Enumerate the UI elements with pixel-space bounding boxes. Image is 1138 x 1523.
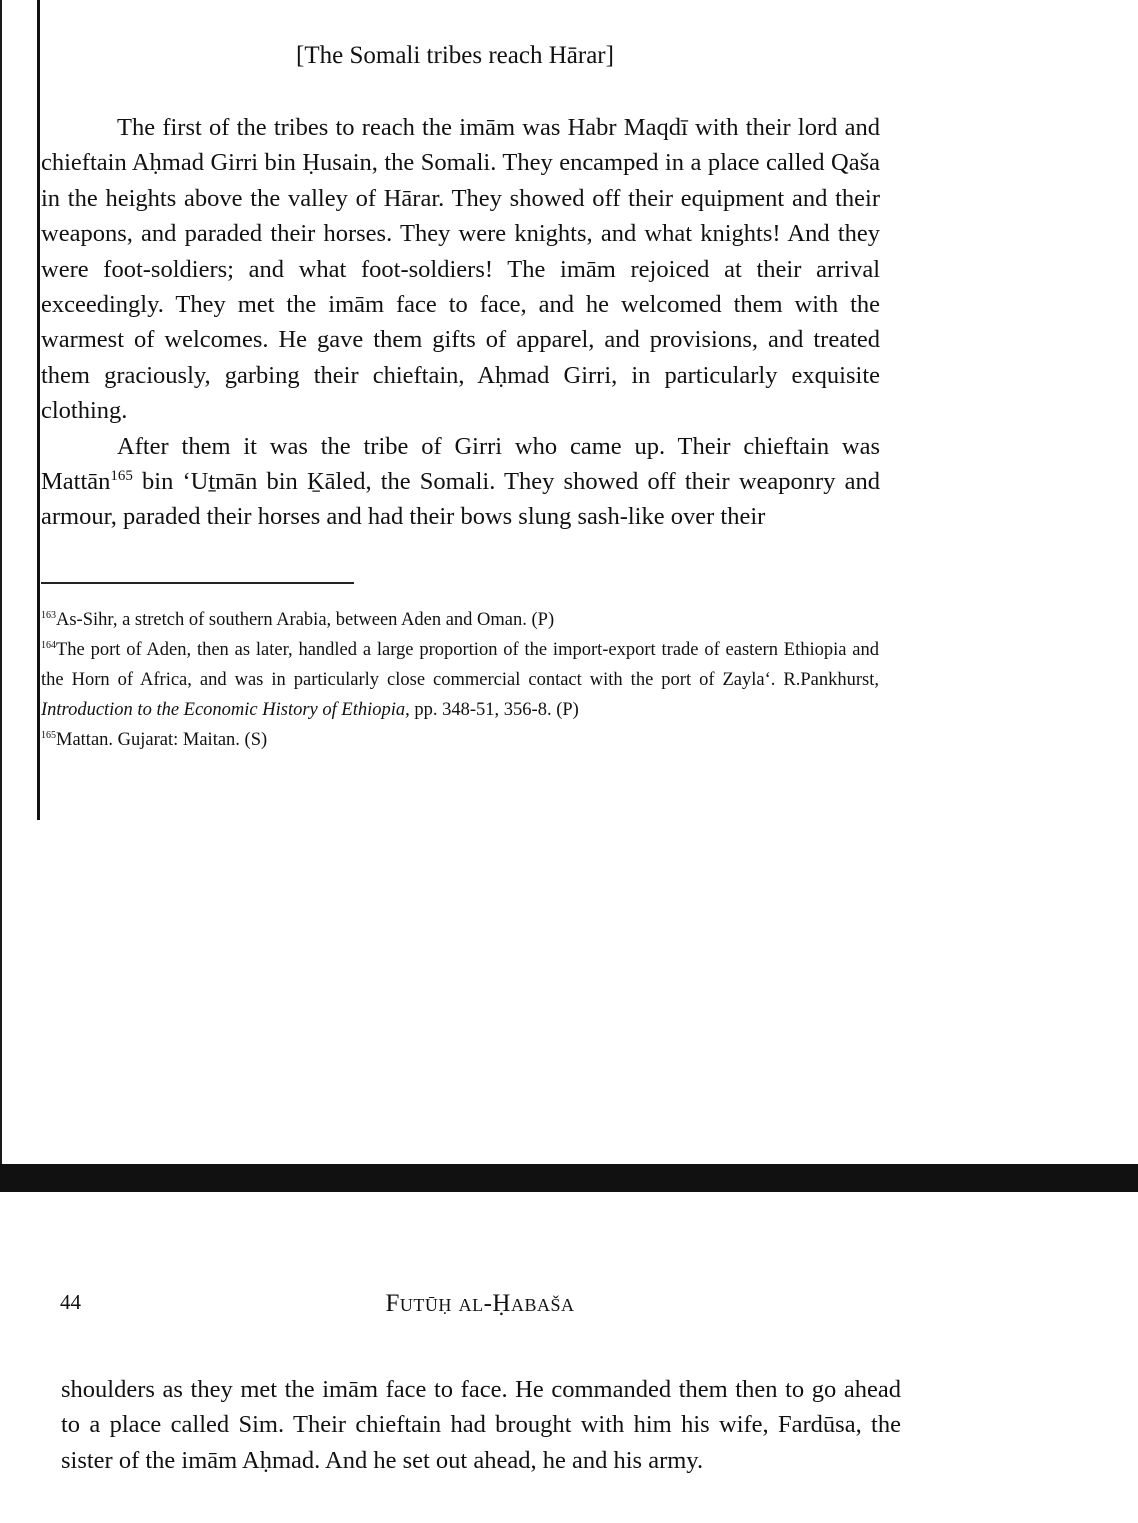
book-header: Futūḥ al-Ḥabaša <box>385 1290 575 1317</box>
body-text <box>41 110 880 535</box>
footnote-text: The port of Aden, then as later, handled a large proportion of the import-export trade of eastern Ethiopia and the Horn of Africa, and was in particularly close commercial contact with the port of Zayla‘. R.Pankhurst, <box>41 640 879 690</box>
footnotes <box>41 605 879 755</box>
paragraph-2-text-a: After them it was the tribe of Girri who came up. Their chieftain was Mattān <box>41 432 880 496</box>
footnote-marker: 165 <box>41 729 56 741</box>
footnote-text: As-Sihr, a stretch of southern Arabia, between Aden and Oman. (P) <box>56 610 555 630</box>
footnote-163 <box>41 605 879 635</box>
margin-rule <box>37 0 40 820</box>
footnote-text: Mattan. Gujarat: Maitan. (S) <box>56 730 268 750</box>
book-title: Introduction to the Economic History of Ethiopia <box>41 700 406 720</box>
scan-edge <box>0 0 2 1164</box>
footnote-164 <box>41 635 879 725</box>
footnote-ref-165: 165 <box>110 467 133 484</box>
paragraph-continued: shoulders as they met the imām face to face. He commanded them then to go ahead to a place called Sim. Their chieftain had brought with him his wife, Fardūsa, the sister of the imām Aḥmad. And he set out ahead, he and his army. <box>61 1376 901 1474</box>
footnote-marker: 163 <box>41 609 56 621</box>
paragraph-2-text-b: bin ‘Uṯmān bin Ḵāled, the Somali. They showed off their weaponry and armour, paraded their horses and had their bows slung sash-like over their <box>41 468 880 531</box>
footnote-marker: 164 <box>41 639 56 651</box>
footnote-text-end: , pp. 348-51, 356-8. (P) <box>405 700 579 720</box>
running-head: [The Somali tribes reach Hārar] <box>296 42 614 69</box>
paragraph-2 <box>41 429 880 535</box>
page-number: 44 <box>60 1290 81 1314</box>
lower-page <box>0 1192 1138 1523</box>
page-separator <box>0 1164 1138 1192</box>
body-text <box>61 1372 901 1478</box>
paragraph-1: The first of the tribes to reach the imām was Habr Maqdī with their lord and chieftain Aḥmad Girri bin Ḥusain, the Somali. They encamped in a place called Qaša in the heights above the valley of Hārar. They showed off their equipment and their weapons, and paraded their horses. They were knights, and what knights! And they were foot-soldiers; and what foot-soldiers! The imām rejoiced at their arrival exceedingly. They met the imām face to face, and he welcomed them with the warmest of welcomes. He gave them gifts of apparel, and provisions, and treated them graciously, garbing their chieftain, Aḥmad Girri, in particularly exquisite clothing. <box>41 114 880 425</box>
footnote-165 <box>41 725 879 755</box>
footnote-divider <box>41 582 354 584</box>
